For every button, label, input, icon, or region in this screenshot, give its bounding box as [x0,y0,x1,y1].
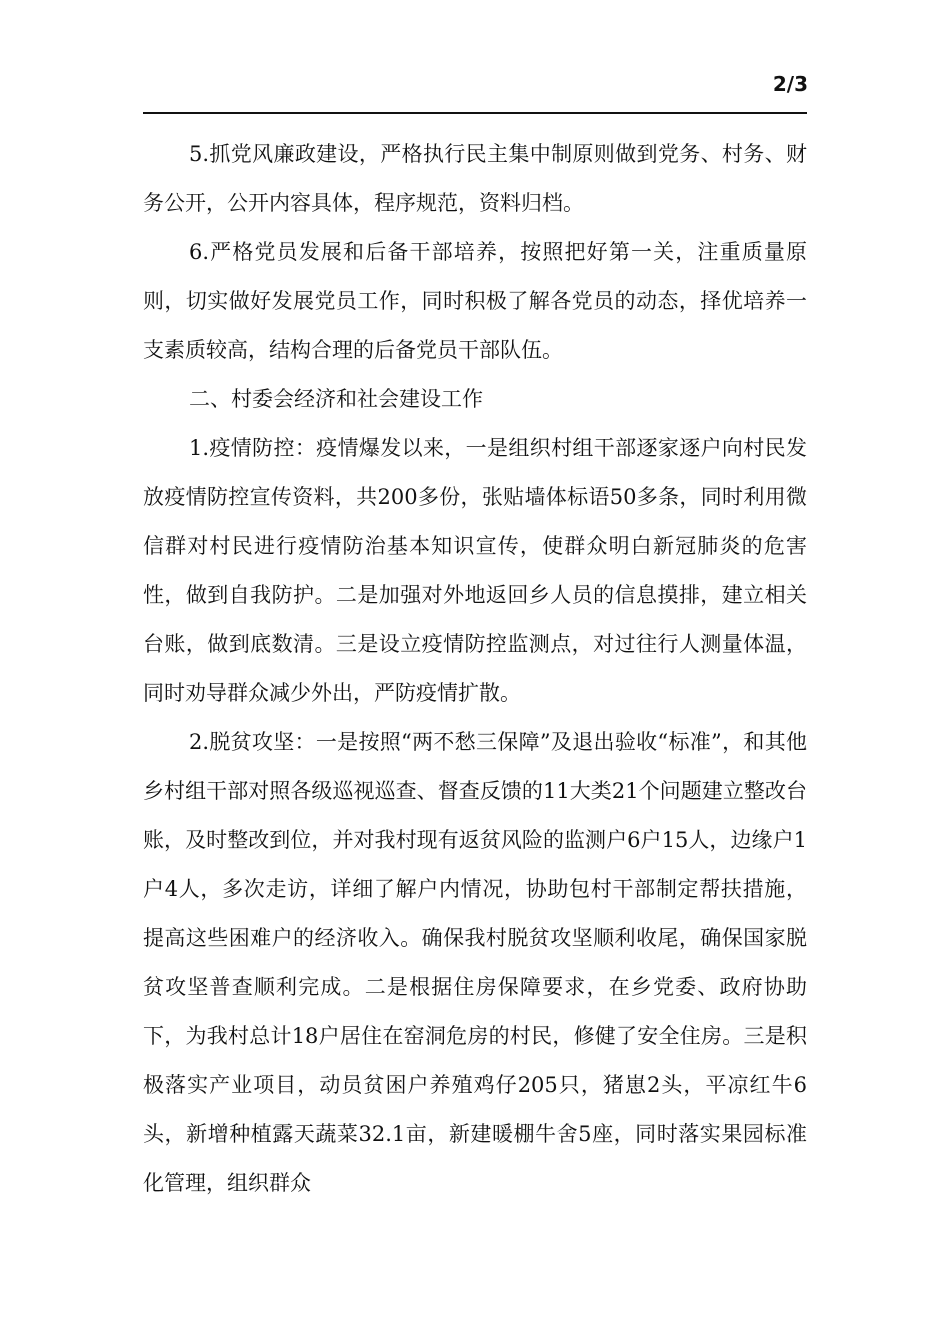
paragraph-poverty-alleviation: 2.脱贫攻坚：一是按照“两不愁三保障”及退出验收“标准”，和其他乡村组干部对照各级巡视巡查、督查反馈的11大类21个问题建立整改台账，及时整改到位，并对我村现有返贫风险的监测户6户15人，边缘户1户4人，多次走访，详细了解户内情况，协助包村干部制定帮扶措施，提高这些困难户的经济收入。确保我村脱贫攻坚顺利收尾，确保国家脱贫攻坚普查顺利完成。二是根据住房保障要求，在乡党委、政府协助下，为我村总计18户居住在窑洞危房的村民，修健了安全住房。三是积极落实产业项目，动员贫困户养殖鸡仔205只，猪崽2头，平凉红牛6头，新增种植露天蔬菜32.1亩，新建暖棚牛舍5座，同时落实果园标准化管理，组织群众 [143,730,807,1195]
paragraph-party-development: 6.严格党员发展和后备干部培养，按照把好第一关，注重质量原则，切实做好发展党员工作，同时积极了解各党员的动态，择优培养一支素质较高，结构合理的后备党员干部队伍。 [143,240,807,362]
paragraph-party-conduct: 5.抓党风廉政建设，严格执行民主集中制原则做到党务、村务、财务公开，公开内容具体，程序规范，资料归档。 [143,142,807,215]
paragraph-epidemic-control: 1.疫情防控：疫情爆发以来，一是组织村组干部逐家逐户向村民发放疫情防控宣传资料，共200多份，张贴墙体标语50多条，同时利用微信群对村民进行疫情防治基本知识宣传，使群众明白新冠肺炎的危害性，做到自我防护。二是加强对外地返回乡人员的信息摸排，建立相关台账，做到底数清。三是设立疫情防控监测点，对过往行人测量体温，同时劝导群众减少外出，严防疫情扩散。 [143,436,807,705]
header-divider [143,112,807,114]
document-body [143,130,807,1208]
section-heading-economic-social: 二、村委会经济和社会建设工作 [189,387,483,411]
page-number: 2/3 [772,72,808,96]
